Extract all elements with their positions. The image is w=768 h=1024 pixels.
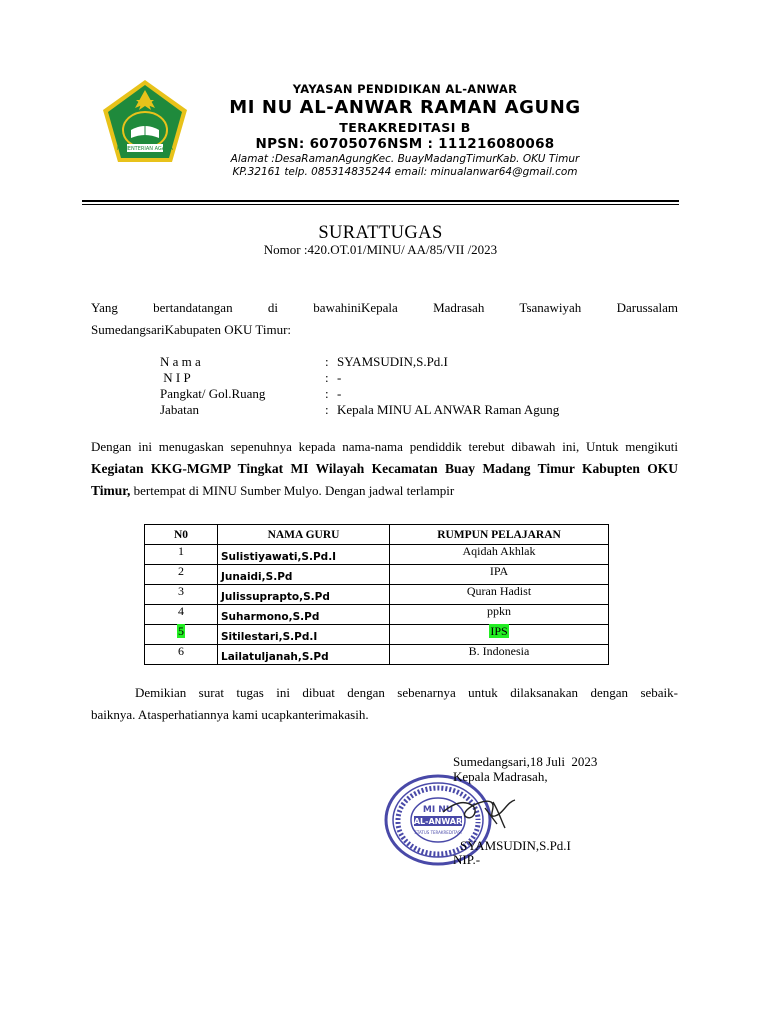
closing-paragraph <box>91 682 678 726</box>
identity-row <box>160 370 559 386</box>
stamp-status: STATUS TERAKREDITASI <box>414 830 462 835</box>
row-no: 4 <box>145 605 218 625</box>
letterhead-rule <box>82 200 679 202</box>
address-line-1: Alamat :DesaRamanAgungKec. BuayMadangTimurKab. OKU Timur <box>230 153 580 165</box>
place-date: Sumedangsari,18 Juli 2023 <box>453 754 598 769</box>
identity-value: Kepala MINU AL ANWAR Raman Agung <box>337 402 560 417</box>
row-subject: B. Indonesia <box>390 645 609 665</box>
event-name: Kegiatan KKG-MGMP Tingkat MI Wilayah Kecamatan Buay Madang Timur Kabupten OKU Timur, <box>91 461 678 498</box>
identity-row <box>160 402 559 418</box>
row-teacher: Junaidi,S.Pd <box>218 565 390 585</box>
identity-value: - <box>337 386 342 401</box>
row-no: 1 <box>145 545 218 565</box>
row-subject: Aqidah Akhlak <box>390 545 609 565</box>
highlighted-no: 5 <box>178 624 184 638</box>
row-subject: IPA <box>390 565 609 585</box>
kemenag-logo <box>100 78 190 168</box>
document-number: Nomor :420.OT.01/MINU/ AA/85/VII /2023 <box>263 242 498 257</box>
table-row <box>145 645 609 665</box>
row-teacher: Julissuprapto,S.Pd <box>218 585 390 605</box>
signatory-name: SYAMSUDIN,S.Pd.I <box>460 838 571 853</box>
identity-label: N I P <box>160 370 191 385</box>
table-row <box>145 545 609 565</box>
assignment-paragraph <box>91 436 678 502</box>
logo-caption: KEMENTERIAN AGAMA <box>117 146 173 152</box>
row-teacher: Sulistiyawati,S.Pd.I <box>218 545 390 565</box>
opening-line-2: SumedangsariKabupaten OKU Timur: <box>91 322 292 337</box>
header-no: N0 <box>145 525 218 545</box>
signatory-position: Kepala Madrasah, <box>453 769 548 784</box>
row-subject <box>390 625 609 645</box>
row-no: 2 <box>145 565 218 585</box>
school-name: MI NU AL-ANWAR RAMAN AGUNG <box>229 97 581 118</box>
assignment-lead: Dengan ini menugaskan sepenuhnya kepada nama-nama pendiddik terebut dibawah ini, Untuk mengikuti <box>91 439 678 454</box>
letterhead <box>195 82 615 179</box>
row-teacher: Sitilestari,S.Pd.I <box>218 625 390 645</box>
identity-colon: : <box>325 386 329 401</box>
identity-label: Pangkat/ Gol.Ruang <box>160 386 266 401</box>
school-ids: NPSN: 60705076NSM : 111216080068 <box>255 136 555 152</box>
opening-paragraph <box>91 297 678 341</box>
identity-label: N a m a <box>160 354 201 369</box>
row-subject: Quran Hadist <box>390 585 609 605</box>
header-subject: RUMPUN PELAJARAN <box>390 525 609 545</box>
signatory-nip: NIP.- <box>453 852 481 867</box>
address-line-2: KP.32161 telp. 085314835244 email: minualanwar64@gmail.com <box>232 166 578 178</box>
foundation-name: YAYASAN PENDIDIKAN AL-ANWAR <box>292 82 518 96</box>
identity-row <box>160 386 559 402</box>
header-name: NAMA GURU <box>218 525 390 545</box>
table-row <box>145 585 609 605</box>
row-no: 3 <box>145 585 218 605</box>
opening-line-1: Yang bertandatangan di bawahiniKepala Madrasah Tsanawiyah Darussalam <box>91 300 678 315</box>
table-row <box>145 565 609 585</box>
row-teacher: Lailatuljanah,S.Pd <box>218 645 390 665</box>
teacher-table <box>144 524 609 665</box>
table-row <box>145 605 609 625</box>
identity-colon: : <box>325 354 329 369</box>
letterhead-rule-thin <box>82 204 679 205</box>
stamp-subtitle: AL-ANWAR <box>413 817 463 826</box>
highlighted-subject: IPS <box>490 624 508 638</box>
signatory-identity <box>160 354 559 418</box>
identity-row <box>160 354 559 370</box>
identity-label: Jabatan <box>160 402 199 417</box>
identity-colon: : <box>325 370 329 385</box>
accreditation: TERAKREDITASI B <box>339 120 471 135</box>
assignment-tail: bertempat di MINU Sumber Mulyo. Dengan jadwal terlampir <box>130 483 455 498</box>
identity-value: - <box>337 370 342 385</box>
table-row <box>145 625 609 645</box>
row-teacher: Suharmono,S.Pd <box>218 605 390 625</box>
closing-line-1: Demikian surat tugas ini dibuat dengan sebenarnya untuk dilaksanakan dengan sebaik- <box>135 685 678 700</box>
document-title: SURATTUGAS <box>318 223 443 243</box>
table-header-row <box>145 525 609 545</box>
row-subject: ppkn <box>390 605 609 625</box>
identity-colon: : <box>325 402 329 417</box>
stamp-title: MI NU <box>422 805 454 815</box>
identity-value: SYAMSUDIN,S.Pd.I <box>337 354 448 369</box>
closing-line-2: baiknya. Atasperhatiannya kami ucapkanterimakasih. <box>91 707 369 722</box>
row-no <box>145 625 218 645</box>
row-no: 6 <box>145 645 218 665</box>
